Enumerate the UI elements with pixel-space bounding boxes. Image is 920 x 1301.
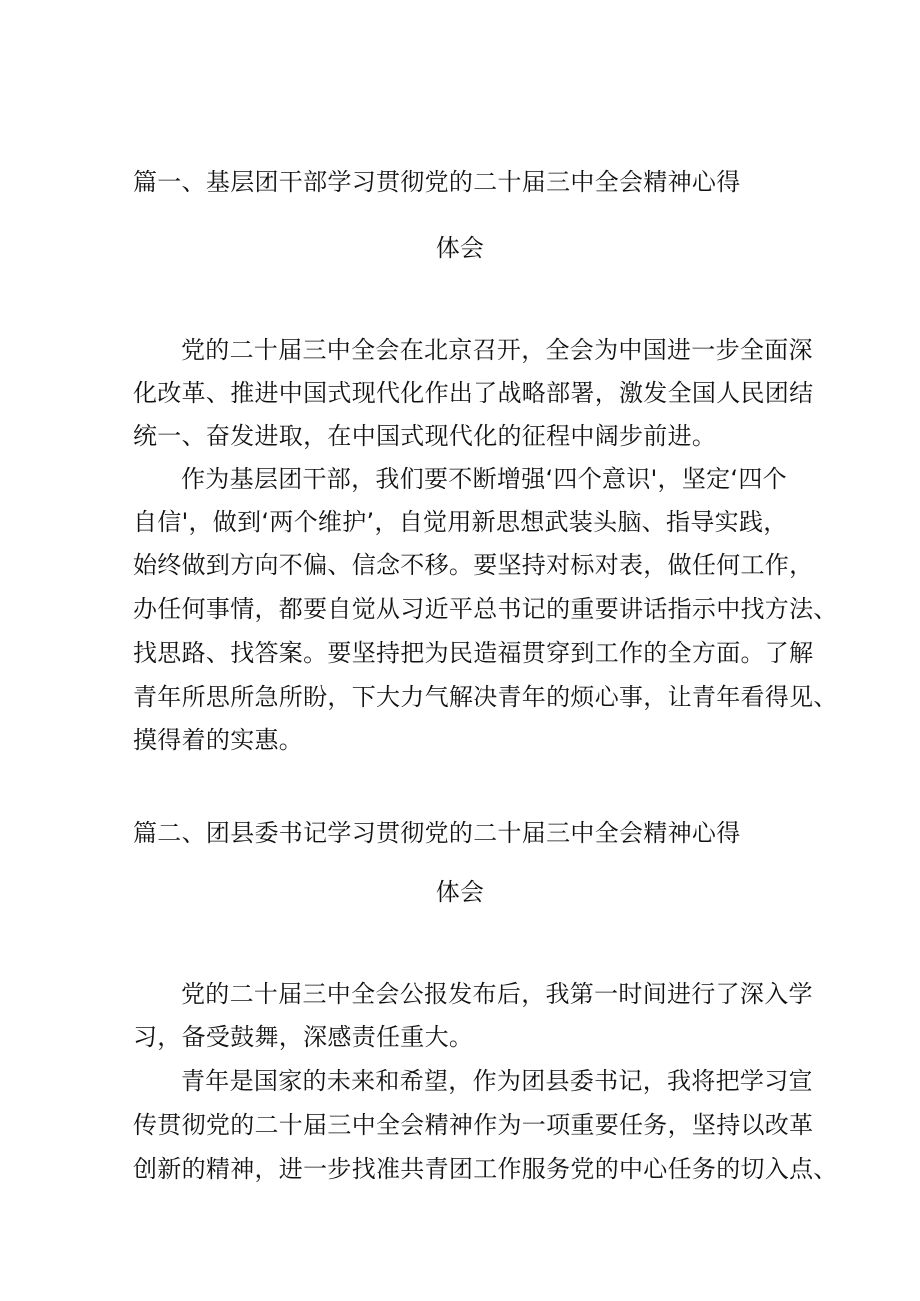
section1-p2-line7: 摸得着的实惠。 (133, 726, 304, 754)
section1-p2-line6: 青年所思所急所盼，下大力气解决青年的烦心事，让青年看得见、 (133, 683, 838, 711)
section2-p1-line1: 党的二十届三中全会公报发布后，我第一时间进行了深入学 (181, 980, 813, 1008)
section2-p2-line2: 传贯彻党的二十届三中全会精神作为一项重要任务，坚持以改革 (133, 1111, 814, 1139)
section2-p2-line1: 青年是国家的未来和希望，作为团县委书记，我将把学习宣 (181, 1067, 813, 1095)
section2-p2-line3: 创新的精神，进一步找准共青团工作服务党的中心任务的切入点、 (133, 1155, 838, 1183)
section1-p1-line1: 党的二十届三中全会在北京召开，全会为中国进一步全面深 (181, 336, 813, 364)
section1-p2-line1: 作为基层团干部，我们要不断增强‘四个意识'，坚定‘四个 (181, 465, 787, 493)
section2-title-line2: 体会 (435, 878, 485, 906)
section2-title-line1: 篇二、团县委书记学习贯彻党的二十届三中全会精神心得 (133, 819, 741, 847)
section1-title-line1: 篇一、基层团干部学习贯彻党的二十届三中全会精神心得 (133, 168, 741, 196)
section1-p2-line5: 找思路、找答案。要坚持把为民造福贯穿到工作的全方面。了解 (133, 639, 814, 667)
section1-title-line2: 体会 (435, 234, 485, 262)
section1-p2-line3: 始终做到方向不偏、信念不移。要坚持对标对表，做任何工作， (133, 551, 814, 579)
section1-p1-line2: 化改革、推进中国式现代化作出了战略部署，激发全国人民团结 (133, 379, 814, 407)
section1-p2-line2: 自信'，做到‘两个维护’，自觉用新思想武装头脑、指导实践， (133, 508, 788, 536)
section1-p1-line3: 统一、奋发进取，在中国式现代化的征程中阔步前进。 (133, 422, 717, 450)
section1-p2-line4: 办任何事情，都要自觉从习近平总书记的重要讲话指示中找方法、 (133, 595, 838, 623)
section2-p1-line2: 习，备受鼓舞，深感责任重大。 (133, 1023, 474, 1051)
